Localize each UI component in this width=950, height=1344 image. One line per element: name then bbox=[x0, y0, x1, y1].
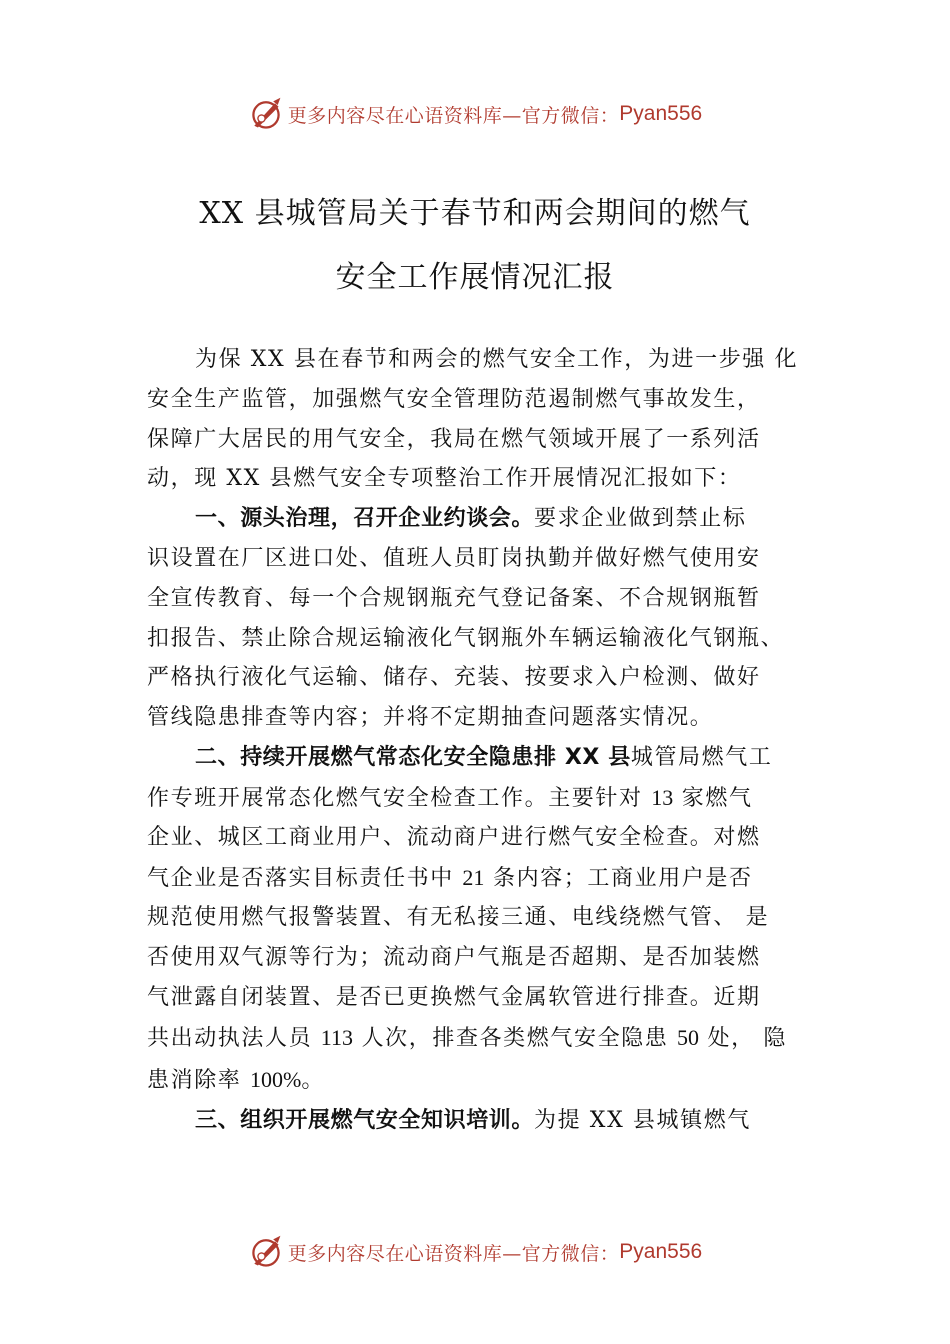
header-watermark bbox=[0, 94, 950, 134]
section2-text: 患消除率 bbox=[147, 1068, 242, 1093]
section2-number: 21 bbox=[462, 865, 485, 890]
document-title-line2: 安全工作展情况汇报 bbox=[335, 260, 615, 295]
footer-watermark bbox=[0, 1232, 950, 1272]
section2-line: 气泄露自闭装置、是否已更换燃气金属软管进行排查。近期 bbox=[147, 985, 761, 1010]
watermark-text: 更多内容尽在心语资料库—官方微信： bbox=[287, 104, 620, 127]
section1-line: 管线隐患排查等内容；并将不定期抽查问题落实情况。 bbox=[147, 705, 714, 730]
section1-first-text: 要求企业做到禁止标 bbox=[534, 506, 747, 531]
section2-line bbox=[147, 784, 753, 813]
intro-line-4: 动，现 XX 县燃气安全专项整治工作开展情况汇报如下： bbox=[147, 466, 742, 491]
section2-text: 。 bbox=[301, 1068, 325, 1093]
watermark-wechat-id: Pyan556 bbox=[619, 102, 703, 125]
section3-first-line bbox=[195, 1107, 751, 1135]
section2-line bbox=[147, 1024, 787, 1053]
section1-line: 识设置在厂区进口处、值班人员盯岗执勤并做好燃气使用安 bbox=[147, 546, 761, 571]
intro-line-2: 安全生产监管，加强燃气安全管理防范遏制燃气事故发生， bbox=[147, 387, 761, 412]
intro-line-3: 保障广大居民的用气安全，我局在燃气领域开展了一系列活 bbox=[147, 427, 761, 452]
section2-text: 人次，排查各类燃气安全隐患 bbox=[361, 1026, 669, 1051]
section1-line: 扣报告、禁止除合规运输液化气钢瓶外车辆运输液化气钢瓶、 bbox=[147, 626, 785, 651]
brush-logo-icon bbox=[248, 96, 284, 132]
section2-line: 规范使用燃气报警装置、有无私接三通、电线绕燃气管、 是 bbox=[147, 905, 770, 930]
section1-line: 严格执行液化气运输、储存、充装、按要求入户检测、做好 bbox=[147, 665, 761, 690]
section2-text: 作专班开展常态化燃气安全检查工作。主要针对 bbox=[147, 786, 643, 811]
section1-line: 全宣传教育、每一个合规钢瓶充气登记备案、不合规钢瓶暂 bbox=[147, 586, 761, 611]
section2-line bbox=[147, 864, 753, 893]
section2-text: 条内容；工商业用户是否 bbox=[493, 866, 753, 891]
section2-text: 处， 隐 bbox=[707, 1026, 787, 1051]
section2-number: 113 bbox=[320, 1025, 353, 1050]
section2-text: 家燃气 bbox=[681, 786, 753, 811]
section2-text: 共出动执法人员 bbox=[147, 1026, 313, 1051]
section2-first-line bbox=[195, 744, 772, 772]
section2-number: 100% bbox=[250, 1067, 302, 1092]
section3-heading: 三、组织开展燃气安全知识培训。 bbox=[195, 1108, 535, 1133]
section2-number: 50 bbox=[676, 1025, 699, 1050]
section2-line: 企业、城区工商业用户、流动商户进行燃气安全检查。对燃 bbox=[147, 825, 761, 850]
section1-heading: 一、源头治理，召开企业约谈会。 bbox=[195, 506, 535, 531]
section2-number: 13 bbox=[651, 785, 674, 810]
document-title-line1: XX 县城管局关于春节和两会期间的燃气 bbox=[199, 196, 751, 231]
section2-text: 气企业是否落实目标责任书中 bbox=[147, 866, 454, 891]
section2-line bbox=[147, 1066, 325, 1095]
watermark-text: 更多内容尽在心语资料库—官方微信： bbox=[287, 1242, 620, 1265]
section2-first-text: 城管局燃气工 bbox=[630, 745, 773, 770]
section2-line: 否使用双气源等行为；流动商户气瓶是否超期、是否加装燃 bbox=[147, 945, 761, 970]
section1-first-line bbox=[195, 505, 746, 533]
brush-logo-icon bbox=[248, 1234, 284, 1270]
section2-heading: 二、持续开展燃气常态化安全隐患排 XX 县 bbox=[195, 745, 631, 770]
watermark-wechat-id: Pyan556 bbox=[619, 1240, 703, 1263]
intro-line-1: 为保 XX 县在春节和两会的燃气安全工作，为进一步强 化 bbox=[195, 347, 799, 372]
section3-first-text: 为提 XX 县城镇燃气 bbox=[534, 1108, 751, 1133]
